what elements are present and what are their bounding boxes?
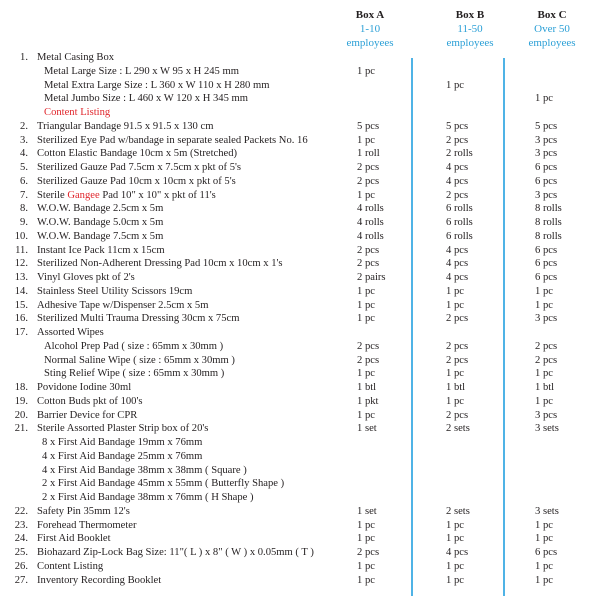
box-c-quantity: 1 pc bbox=[535, 93, 553, 105]
box-c-header bbox=[512, 8, 592, 50]
item-description: Metal Casing Box bbox=[37, 52, 115, 63]
item-number: 4. bbox=[20, 148, 28, 160]
list-item bbox=[0, 340, 598, 354]
list-item bbox=[0, 202, 598, 216]
box-a-header bbox=[330, 8, 410, 50]
box-b-quantity: 4 pcs bbox=[446, 258, 469, 270]
box-a-quantity: 1 pkt bbox=[357, 395, 379, 407]
box-c-range: Over 50 bbox=[534, 23, 570, 35]
item-description: First Aid Booklet bbox=[37, 533, 111, 545]
box-b-quantity: 4 pcs bbox=[446, 175, 469, 187]
box-b-quantity: 1 pc bbox=[446, 560, 464, 572]
box-c-quantity: 1 btl bbox=[535, 382, 555, 393]
box-c-quantity: 1 pc bbox=[535, 299, 553, 311]
box-b-quantity: 2 pcs bbox=[446, 409, 469, 421]
box-c-quantity: 3 pcs bbox=[535, 313, 558, 325]
box-c-quantity: 1 pc bbox=[535, 519, 553, 531]
item-description: Sterile Assorted Plaster Strip box of 20's bbox=[37, 423, 209, 435]
list-item bbox=[0, 120, 598, 134]
item-description: Cotton Elastic Bandage 10cm x 5m (Stretched) bbox=[37, 148, 238, 160]
item-description: Metal Large Size : L 290 x W 95 x H 245 mm bbox=[44, 65, 239, 77]
list-item bbox=[0, 147, 598, 161]
box-c-quantity: 6 pcs bbox=[535, 175, 558, 187]
box-b-quantity: 6 rolls bbox=[446, 230, 473, 242]
item-number: 27. bbox=[14, 574, 28, 586]
list-item bbox=[0, 546, 598, 560]
box-c-quantity: 6 pcs bbox=[535, 272, 558, 283]
box-b-quantity: 1 pc bbox=[446, 368, 464, 380]
item-description: Content Listing bbox=[44, 107, 111, 118]
box-a-audience: employees bbox=[346, 37, 394, 49]
box-a-quantity: 1 pc bbox=[357, 409, 375, 421]
item-description: W.O.W. Bandage 5.0cm x 5m bbox=[37, 217, 164, 228]
item-description: W.O.W. Bandage 7.5cm x 5m bbox=[37, 230, 164, 242]
box-a-quantity: 2 pcs bbox=[357, 547, 380, 558]
box-a-quantity: 1 pc bbox=[357, 560, 375, 572]
item-number: 13. bbox=[14, 272, 28, 283]
box-a-quantity: 1 pc bbox=[357, 519, 375, 531]
box-b-quantity: 4 pcs bbox=[446, 244, 469, 256]
item-number: 16. bbox=[14, 313, 28, 325]
highlighted-text: Gangee bbox=[67, 189, 100, 201]
item-description: Instant Ice Pack 11cm x 15cm bbox=[37, 244, 165, 256]
item-description: Content Listing bbox=[37, 560, 104, 572]
item-description: Sterilized Eye Pad w/bandage in separate sealed Packets No. 16 bbox=[37, 134, 308, 146]
item-number: 20. bbox=[14, 409, 28, 421]
box-b-range: 11-50 bbox=[457, 23, 483, 35]
box-a-quantity: 1 pc bbox=[357, 134, 375, 146]
box-a-quantity: 1 pc bbox=[357, 368, 375, 380]
list-item bbox=[0, 436, 598, 450]
item-description: Biohazard Zip-Lock Bag Size: 11"( L ) x 8" ( W ) x 0.05mm ( T ) bbox=[37, 547, 314, 558]
box-c-quantity: 1 pc bbox=[535, 574, 553, 586]
list-item bbox=[0, 257, 598, 271]
list-item bbox=[0, 230, 598, 244]
list-item bbox=[0, 285, 598, 299]
box-a-quantity: 1 pc bbox=[357, 533, 375, 545]
item-description: Safety Pin 35mm 12's bbox=[37, 505, 130, 517]
box-a-range: 1-10 bbox=[359, 23, 381, 35]
box-b-audience: employees bbox=[446, 37, 494, 49]
box-b-quantity: 1 pc bbox=[446, 533, 464, 545]
item-number: 15. bbox=[14, 299, 28, 311]
box-a-quantity: 1 pc bbox=[357, 285, 375, 297]
item-description: Alcohol Prep Pad ( size : 65mm x 30mm ) bbox=[44, 340, 224, 352]
list-item bbox=[0, 92, 598, 106]
box-c-quantity: 1 pc bbox=[535, 560, 553, 572]
box-a-quantity: 1 pc bbox=[357, 65, 375, 77]
box-c-quantity: 3 pcs bbox=[535, 189, 558, 201]
list-item bbox=[0, 560, 598, 574]
box-c-quantity: 8 rolls bbox=[535, 217, 562, 228]
box-b-quantity: 5 pcs bbox=[446, 120, 469, 132]
item-description: Stainless Steel Utility Scissors 19cm bbox=[37, 285, 193, 297]
item-description: Vinyl Gloves pkt of 2's bbox=[37, 272, 135, 283]
item-number: 17. bbox=[14, 327, 28, 338]
box-a-quantity: 1 btl bbox=[357, 382, 377, 393]
box-b-quantity: 4 pcs bbox=[446, 162, 469, 173]
box-a-quantity: 2 pairs bbox=[357, 272, 386, 283]
item-description: Sting Relief Wipe ( size : 65mm x 30mm ) bbox=[44, 368, 225, 380]
item-description: Sterilized Multi Trauma Dressing 30cm x 75cm bbox=[37, 313, 240, 325]
box-c-quantity: 6 pcs bbox=[535, 162, 558, 173]
item-number: 9. bbox=[20, 217, 28, 228]
box-c-quantity: 6 pcs bbox=[535, 244, 558, 256]
box-a-quantity: 1 pc bbox=[357, 189, 375, 201]
box-c-quantity: 6 pcs bbox=[535, 547, 558, 558]
list-item bbox=[0, 409, 598, 423]
item-description: Assorted Wipes bbox=[37, 327, 104, 338]
box-c-quantity: 8 rolls bbox=[535, 230, 562, 242]
item-description: Inventory Recording Booklet bbox=[37, 574, 162, 586]
box-c-quantity: 1 pc bbox=[535, 368, 553, 380]
item-number: 2. bbox=[20, 120, 28, 132]
box-a-quantity: 4 rolls bbox=[357, 230, 384, 242]
box-c-quantity: 2 pcs bbox=[535, 340, 558, 352]
list-item bbox=[0, 189, 598, 203]
item-description: Metal Jumbo Size : L 460 x W 120 x H 345 mm bbox=[44, 93, 249, 105]
box-b-quantity: 1 pc bbox=[446, 395, 464, 407]
list-item bbox=[0, 79, 598, 93]
box-c-quantity: 3 pcs bbox=[535, 148, 558, 160]
box-b-quantity: 2 pcs bbox=[446, 313, 469, 325]
box-a-quantity: 5 pcs bbox=[357, 120, 380, 132]
item-number: 1. bbox=[20, 52, 28, 63]
box-a-quantity: 1 roll bbox=[357, 148, 380, 160]
box-a-quantity: 4 rolls bbox=[357, 203, 384, 215]
box-a-title: Box A bbox=[355, 9, 385, 21]
list-item bbox=[0, 519, 598, 533]
box-b-quantity: 1 pc bbox=[446, 299, 464, 311]
item-description bbox=[37, 189, 216, 203]
list-item bbox=[0, 381, 598, 395]
list-item bbox=[0, 354, 598, 368]
list-item bbox=[0, 175, 598, 189]
item-number: 21. bbox=[14, 423, 28, 435]
item-number: 8. bbox=[20, 203, 28, 215]
item-number: 11. bbox=[15, 244, 28, 256]
list-item bbox=[0, 244, 598, 258]
item-description: 4 x First Aid Bandage 25mm x 76mm bbox=[42, 450, 203, 462]
item-number: 24. bbox=[14, 533, 28, 545]
list-item bbox=[0, 106, 598, 120]
box-a-quantity: 1 set bbox=[357, 505, 377, 517]
box-a-quantity: 1 pc bbox=[357, 313, 375, 325]
box-b-quantity: 1 pc bbox=[446, 79, 464, 91]
box-c-quantity: 1 pc bbox=[535, 395, 553, 407]
item-number: 12. bbox=[14, 258, 28, 270]
item-description: Barrier Device for CPR bbox=[37, 409, 138, 421]
box-c-quantity: 3 pcs bbox=[535, 409, 558, 421]
box-c-quantity: 8 rolls bbox=[535, 203, 562, 215]
list-item bbox=[0, 216, 598, 230]
box-b-quantity: 2 sets bbox=[446, 423, 470, 435]
box-a-quantity: 1 pc bbox=[357, 574, 375, 586]
item-number: 5. bbox=[20, 162, 28, 173]
item-description: Normal Saline Wipe ( size : 65mm x 30mm ) bbox=[44, 354, 235, 366]
box-c-title: Box C bbox=[537, 9, 567, 21]
item-number: 22. bbox=[14, 505, 28, 517]
item-description: Sterilized Non-Adherent Dressing Pad 10cm x 10cm x 1's bbox=[37, 258, 283, 270]
item-description: Triangular Bandage 91.5 x 91.5 x 130 cm bbox=[37, 120, 214, 132]
list-item bbox=[0, 450, 598, 464]
box-b-quantity: 2 pcs bbox=[446, 134, 469, 146]
box-a-quantity: 1 pc bbox=[357, 299, 375, 311]
box-c-audience: employees bbox=[528, 37, 576, 49]
item-description: W.O.W. Bandage 2.5cm x 5m bbox=[37, 203, 164, 215]
item-number: 6. bbox=[20, 175, 28, 187]
list-item bbox=[0, 312, 598, 326]
item-description: Metal Extra Large Size : L 360 x W 110 x H 280 mm bbox=[44, 79, 270, 91]
item-number: 18. bbox=[14, 382, 28, 393]
list-item bbox=[0, 574, 598, 588]
box-b-quantity: 2 rolls bbox=[446, 148, 473, 160]
item-number: 14. bbox=[14, 285, 28, 297]
box-b-quantity: 1 pc bbox=[446, 519, 464, 531]
box-a-quantity: 2 pcs bbox=[357, 244, 380, 256]
box-b-quantity: 6 rolls bbox=[446, 203, 473, 215]
box-c-quantity: 3 pcs bbox=[535, 134, 558, 146]
box-b-quantity: 6 rolls bbox=[446, 217, 473, 228]
box-b-header bbox=[430, 8, 510, 50]
box-c-quantity: 1 pc bbox=[535, 533, 553, 545]
box-b-quantity: 2 pcs bbox=[446, 189, 469, 201]
item-number: 25. bbox=[14, 547, 28, 558]
list-item bbox=[0, 161, 598, 175]
box-b-quantity: 4 pcs bbox=[446, 272, 469, 283]
item-number: 3. bbox=[20, 134, 28, 146]
list-item bbox=[0, 134, 598, 148]
box-a-quantity: 2 pcs bbox=[357, 340, 380, 352]
list-item bbox=[0, 271, 598, 285]
item-description: 2 x First Aid Bandage 38mm x 76mm ( H Shape ) bbox=[42, 492, 254, 503]
list-item bbox=[0, 299, 598, 313]
box-b-quantity: 1 pc bbox=[446, 285, 464, 297]
item-number: 26. bbox=[14, 560, 28, 572]
box-b-quantity: 2 pcs bbox=[446, 340, 469, 352]
box-c-quantity: 3 sets bbox=[535, 505, 559, 517]
item-number: 23. bbox=[14, 519, 28, 531]
box-c-quantity: 2 pcs bbox=[535, 354, 558, 366]
box-c-quantity: 3 sets bbox=[535, 423, 559, 435]
box-a-quantity: 2 pcs bbox=[357, 162, 380, 173]
list-item bbox=[0, 65, 598, 79]
box-c-quantity: 6 pcs bbox=[535, 258, 558, 270]
list-item bbox=[0, 367, 598, 381]
box-a-quantity: 2 pcs bbox=[357, 175, 380, 187]
item-description: 4 x First Aid Bandage 38mm x 38mm ( Square ) bbox=[42, 464, 247, 476]
box-b-title: Box B bbox=[455, 9, 485, 21]
item-description: Sterilized Gauze Pad 10cm x 10cm x pkt of 5's bbox=[37, 175, 236, 187]
box-a-quantity: 2 pcs bbox=[357, 258, 380, 270]
item-description: Povidone Iodine 30ml bbox=[37, 382, 132, 393]
box-c-quantity: 5 pcs bbox=[535, 120, 558, 132]
item-description: Cotton Buds pkt of 100's bbox=[37, 395, 143, 407]
box-b-quantity: 1 btl bbox=[446, 382, 466, 393]
list-item bbox=[0, 464, 598, 478]
item-number: 7. bbox=[20, 189, 28, 201]
box-b-quantity: 4 pcs bbox=[446, 547, 469, 558]
item-description: Sterilized Gauze Pad 7.5cm x 7.5cm x pkt of 5's bbox=[37, 162, 242, 173]
box-a-quantity: 2 pcs bbox=[357, 354, 380, 366]
list-item bbox=[0, 326, 598, 340]
box-a-quantity: 4 rolls bbox=[357, 217, 384, 228]
item-number: 19. bbox=[14, 395, 28, 407]
item-description: Forehead Thermometer bbox=[37, 519, 137, 531]
list-item bbox=[0, 51, 598, 65]
list-item bbox=[0, 491, 598, 505]
item-description: 2 x First Aid Bandage 45mm x 55mm ( Butterfly Shape ) bbox=[42, 478, 285, 490]
list-item bbox=[0, 532, 598, 546]
item-description: Adhesive Tape w/Dispenser 2.5cm x 5m bbox=[37, 299, 209, 311]
box-b-quantity: 2 sets bbox=[446, 505, 470, 517]
list-item bbox=[0, 395, 598, 409]
list-item bbox=[0, 422, 598, 436]
description-part: Pad 10" x 10" x pkt of 11's bbox=[99, 189, 216, 201]
box-c-quantity: 1 pc bbox=[535, 285, 553, 297]
box-b-quantity: 1 pc bbox=[446, 574, 464, 586]
description-part: Sterile bbox=[37, 189, 68, 201]
box-b-quantity: 2 pcs bbox=[446, 354, 469, 366]
box-a-quantity: 1 set bbox=[357, 423, 377, 435]
list-item bbox=[0, 477, 598, 491]
item-number: 10. bbox=[14, 230, 28, 242]
list-item bbox=[0, 505, 598, 519]
item-description: 8 x First Aid Bandage 19mm x 76mm bbox=[42, 437, 203, 448]
